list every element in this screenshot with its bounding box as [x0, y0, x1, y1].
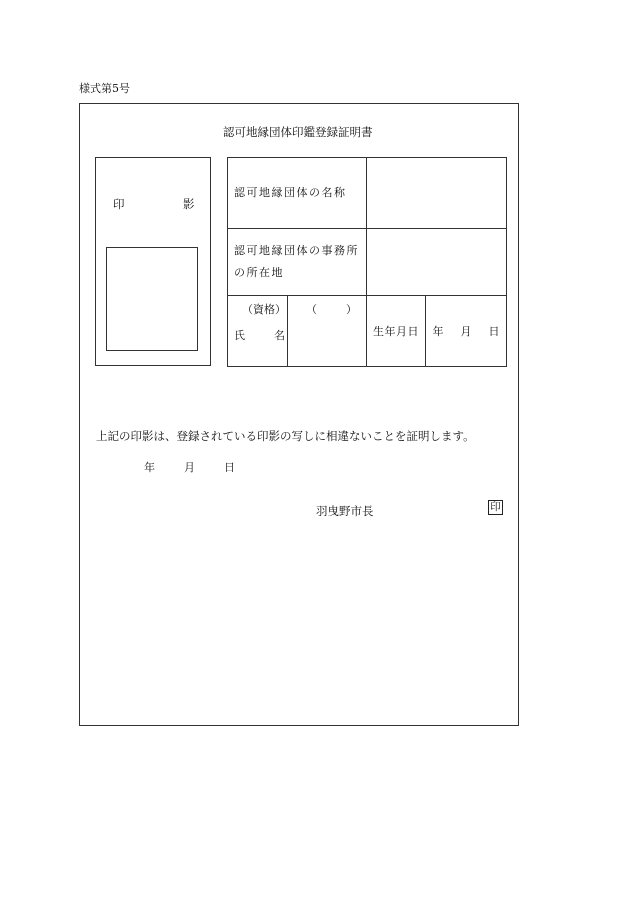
- org-name-value-cell: [367, 158, 507, 229]
- document-title: 認可地縁団体印鑑登録証明書: [223, 125, 373, 139]
- seal-impression-area: [106, 247, 198, 351]
- issuer-title: 羽曳野市長: [316, 504, 374, 518]
- official-seal-mark: 印: [488, 500, 503, 515]
- name-value-cell: [288, 296, 367, 367]
- office-value-cell: [367, 229, 507, 296]
- seal-label-left: 印: [113, 197, 125, 211]
- office-label-line1: 認可地縁団体の事務所: [234, 244, 359, 257]
- birth-month: 月: [460, 325, 472, 338]
- issue-date-day: 日: [224, 461, 235, 474]
- certification-statement: 上記の印影は、登録されている印影の写しに相違ないことを証明します。: [96, 429, 475, 443]
- issue-date: [144, 459, 235, 475]
- name-label-1: 氏: [234, 329, 245, 342]
- name-label-cell: [228, 296, 288, 367]
- office-label-line2: の所在地: [234, 266, 284, 279]
- issue-date-month: 月: [184, 461, 195, 474]
- qualification-parentheses: [288, 302, 366, 318]
- seal-label-right: 影: [183, 197, 195, 211]
- org-name-row: [228, 158, 507, 229]
- birth-value-cell: [426, 296, 507, 367]
- name-label-2: 名: [274, 329, 285, 342]
- birth-label: 生年月日: [373, 325, 419, 338]
- office-row: [228, 229, 507, 296]
- org-name-label: 認可地縁団体の名称: [234, 186, 347, 199]
- org-name-label-cell: [228, 158, 367, 229]
- name-row: [228, 296, 507, 367]
- issue-date-year: 年: [144, 461, 155, 474]
- registration-info-table: [227, 157, 507, 367]
- birth-year: 年: [432, 325, 444, 338]
- name-label: [228, 328, 287, 344]
- paren-close: ）: [346, 303, 357, 316]
- paren-open: （: [306, 303, 317, 316]
- form-number: 様式第5号: [79, 82, 130, 95]
- birth-label-cell: [367, 296, 426, 367]
- birth-day: 日: [488, 325, 500, 338]
- office-label-cell: [228, 229, 367, 296]
- qualification-label: （資格）: [242, 303, 286, 316]
